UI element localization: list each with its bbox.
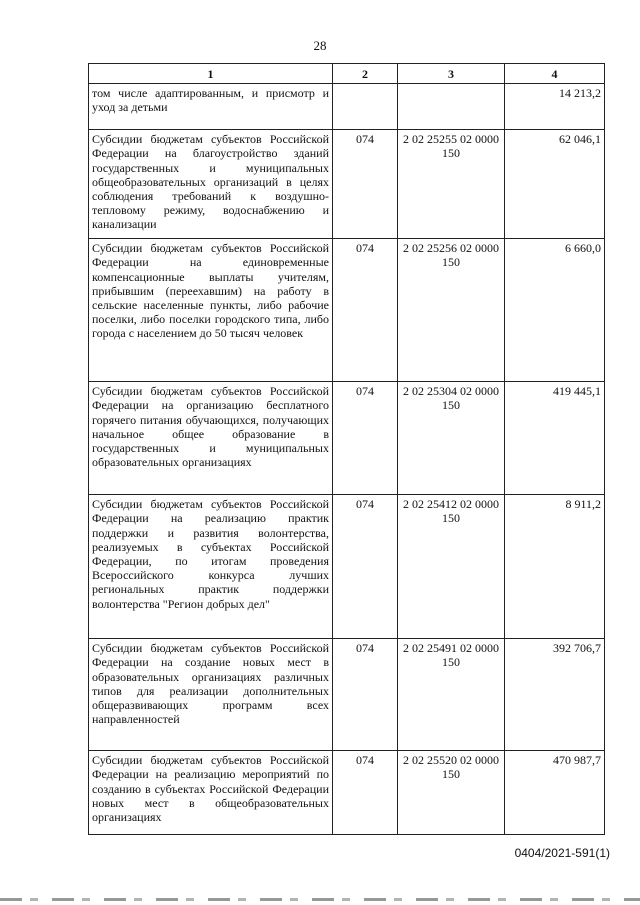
table-row <box>89 239 605 382</box>
row-name: Субсидии бюджетам субъектов Российской Федерации на реализацию мероприятий по созданию в субъектах Российской Федерации новых мест в общеобразовательных организациях <box>89 751 333 835</box>
row-chapter <box>333 84 398 130</box>
row-name: Субсидии бюджетам субъектов Российской Федерации на организацию бесплатного горячего питания обучающихся, получающих начальное общее образование в государственных и муниципальных образовательных организациях <box>89 382 333 495</box>
row-amount: 470 987,7 <box>505 751 605 835</box>
row-amount: 6 660,0 <box>505 239 605 382</box>
table-row <box>89 130 605 239</box>
row-chapter: 074 <box>333 495 398 639</box>
row-name: Субсидии бюджетам субъектов Российской Федерации на благоустройство зданий государственных и муниципальных общеобразовательных организаций в целях соблюдения требований к воздушно-тепловому режиму, водоснабжению и канализации <box>89 130 333 239</box>
row-amount: 62 046,1 <box>505 130 605 239</box>
header-col-3: 3 <box>398 64 505 84</box>
header-col-2: 2 <box>333 64 398 84</box>
row-code: 2 02 25255 02 0000 150 <box>398 130 505 239</box>
table-row <box>89 84 605 130</box>
table-row <box>89 495 605 639</box>
row-code <box>398 84 505 130</box>
budget-table <box>88 63 605 835</box>
document-number: 0404/2021-591(1) <box>514 846 610 860</box>
table-header-row <box>89 64 605 84</box>
row-code: 2 02 25520 02 0000 150 <box>398 751 505 835</box>
row-amount: 8 911,2 <box>505 495 605 639</box>
table-row <box>89 751 605 835</box>
row-amount: 419 445,1 <box>505 382 605 495</box>
row-code: 2 02 25491 02 0000 150 <box>398 639 505 751</box>
row-code: 2 02 25412 02 0000 150 <box>398 495 505 639</box>
row-chapter: 074 <box>333 239 398 382</box>
row-chapter: 074 <box>333 130 398 239</box>
header-col-1: 1 <box>89 64 333 84</box>
row-chapter: 074 <box>333 639 398 751</box>
row-code: 2 02 25304 02 0000 150 <box>398 382 505 495</box>
row-name: Субсидии бюджетам субъектов Российской Федерации на создание новых мест в образовательных организациях различных типов для реализации дополнительных общеразвивающих программ всех направленностей <box>89 639 333 751</box>
table-row <box>89 382 605 495</box>
page-number: 28 <box>313 38 327 53</box>
scan-edge-artifact <box>0 898 640 901</box>
row-chapter: 074 <box>333 382 398 495</box>
header-col-4: 4 <box>505 64 605 84</box>
row-amount: 392 706,7 <box>505 639 605 751</box>
row-chapter: 074 <box>333 751 398 835</box>
row-name: том числе адаптированным, и присмотр и уход за детьми <box>89 84 333 130</box>
row-amount: 14 213,2 <box>505 84 605 130</box>
row-name: Субсидии бюджетам субъектов Российской Федерации на единовременные компенсационные выплаты учителям, прибывшим (переехавшим) на работу в сельские населенные пункты, либо рабочие поселки, либо поселки городского типа, либо города с населением до 50 тысяч человек <box>89 239 333 382</box>
row-code: 2 02 25256 02 0000 150 <box>398 239 505 382</box>
table-row <box>89 639 605 751</box>
row-name: Субсидии бюджетам субъектов Российской Федерации на реализацию практик поддержки и развития волонтерства, реализуемых в субъектах Российской Федерации, по итогам проведения Всероссийского конкурса лучших региональных практик поддержки волонтерства "Регион добрых дел" <box>89 495 333 639</box>
